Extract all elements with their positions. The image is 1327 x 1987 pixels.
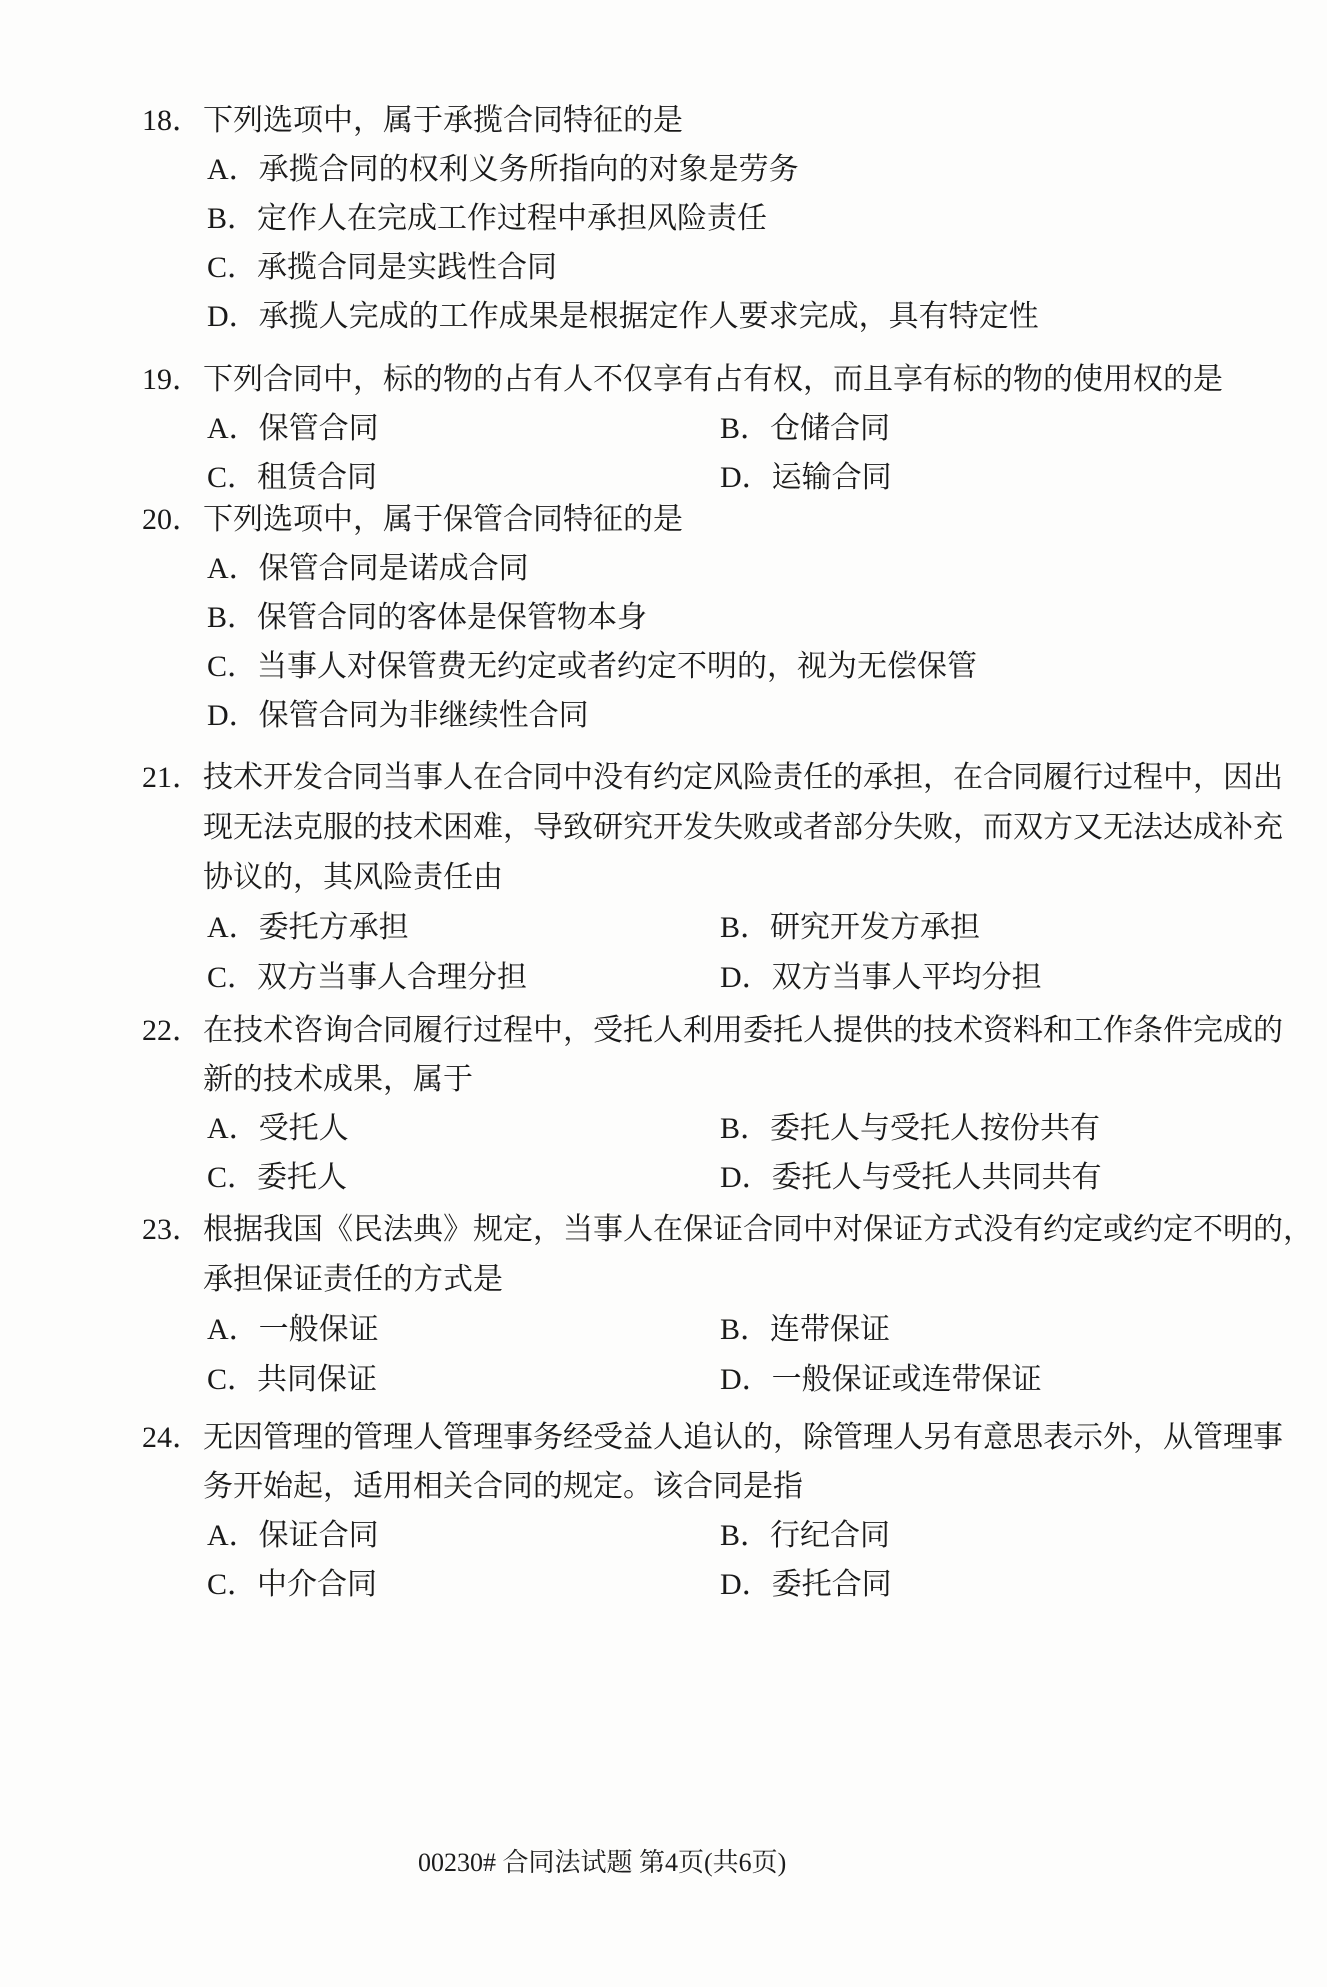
option-c bbox=[207, 1568, 377, 1601]
option-a bbox=[207, 145, 1327, 194]
option-text: 承揽合同的权利义务所指向的对象是劳务 bbox=[258, 153, 799, 186]
option-label: C． bbox=[207, 961, 258, 994]
question-stem bbox=[0, 1006, 1327, 1055]
option-row bbox=[0, 404, 1327, 453]
stem-text: 承担保证责任的方式是 bbox=[203, 1263, 503, 1296]
option-row bbox=[0, 1560, 1327, 1609]
option-text: 受托人 bbox=[258, 1112, 349, 1145]
question-23 bbox=[0, 1205, 1327, 1405]
question-21 bbox=[0, 753, 1327, 1003]
option-b bbox=[207, 593, 1327, 642]
option-text: 委托人与受托人按份共有 bbox=[770, 1112, 1101, 1145]
stem-text: 下列合同中，标的物的占有人不仅享有占有权，而且享有标的物的使用权的是 bbox=[203, 363, 1223, 396]
option-label: C． bbox=[207, 1161, 258, 1194]
question-18 bbox=[0, 96, 1327, 341]
option-c bbox=[207, 961, 527, 994]
option-text: 共同保证 bbox=[257, 1363, 378, 1396]
option-row bbox=[0, 1511, 1327, 1560]
option-text: 保管合同是诺成合同 bbox=[258, 552, 529, 585]
option-text: 保证合同 bbox=[258, 1519, 379, 1552]
option-c bbox=[207, 642, 1327, 691]
option-row bbox=[0, 1355, 1327, 1405]
question-number: 22． bbox=[142, 1014, 202, 1047]
option-b bbox=[720, 903, 980, 953]
option-text: 委托方承担 bbox=[258, 911, 409, 944]
question-20 bbox=[0, 495, 1327, 740]
option-label: B． bbox=[207, 601, 258, 634]
option-label: D． bbox=[207, 699, 259, 732]
question-number: 18． bbox=[142, 104, 202, 137]
option-a bbox=[207, 412, 379, 445]
question-24 bbox=[0, 1413, 1327, 1609]
question-number: 19． bbox=[142, 363, 202, 396]
option-c bbox=[207, 1161, 347, 1194]
stem-text: 在技术咨询合同履行过程中，受托人利用委托人提供的技术资料和工作条件完成的 bbox=[203, 1014, 1283, 1047]
option-text: 行纪合同 bbox=[770, 1519, 891, 1552]
option-label: A． bbox=[207, 412, 259, 445]
option-text: 双方当事人平均分担 bbox=[771, 961, 1042, 994]
option-label: D． bbox=[720, 1568, 772, 1601]
option-text: 运输合同 bbox=[771, 461, 892, 494]
option-d bbox=[720, 1355, 1042, 1405]
question-stem bbox=[0, 753, 1327, 803]
option-text: 一般保证或连带保证 bbox=[771, 1363, 1042, 1396]
option-label: A． bbox=[207, 153, 259, 186]
option-text: 研究开发方承担 bbox=[770, 911, 981, 944]
option-c bbox=[207, 1363, 377, 1396]
question-stem bbox=[0, 1205, 1327, 1255]
option-label: A． bbox=[207, 1313, 259, 1346]
option-label: D． bbox=[720, 1363, 772, 1396]
question-number: 24． bbox=[142, 1421, 202, 1454]
option-b bbox=[720, 1511, 890, 1560]
option-label: D． bbox=[720, 961, 772, 994]
option-text: 仓储合同 bbox=[770, 412, 891, 445]
option-d bbox=[720, 1560, 892, 1609]
option-text: 委托合同 bbox=[771, 1568, 892, 1601]
stem-text: 根据我国《民法典》规定，当事人在保证合同中对保证方式没有约定或约定不明的， bbox=[203, 1213, 1313, 1246]
option-label: A． bbox=[207, 1519, 259, 1552]
stem-text: 现无法克服的技术困难，导致研究开发失败或者部分失败，而双方又无法达成补充 bbox=[203, 811, 1283, 844]
option-d bbox=[720, 1153, 1102, 1202]
option-a bbox=[207, 544, 1327, 593]
option-text: 当事人对保管费无约定或者约定不明的，视为无偿保管 bbox=[257, 650, 978, 683]
option-label: D． bbox=[720, 461, 772, 494]
question-22 bbox=[0, 1006, 1327, 1202]
option-b bbox=[720, 404, 890, 453]
option-label: B． bbox=[720, 1112, 771, 1145]
option-d bbox=[720, 953, 1042, 1003]
option-row bbox=[0, 903, 1327, 953]
option-a bbox=[207, 1313, 379, 1346]
option-label: D． bbox=[207, 300, 259, 333]
option-c bbox=[207, 461, 377, 494]
option-label: B． bbox=[720, 1313, 771, 1346]
option-b bbox=[720, 1305, 890, 1355]
stem-text: 协议的，其风险责任由 bbox=[203, 861, 503, 894]
question-stem bbox=[0, 96, 1327, 145]
option-text: 保管合同为非继续性合同 bbox=[258, 699, 589, 732]
question-number: 23． bbox=[142, 1213, 202, 1246]
stem-text: 新的技术成果，属于 bbox=[203, 1063, 473, 1096]
question-stem bbox=[0, 1413, 1327, 1462]
stem-text: 务开始起，适用相关合同的规定。该合同是指 bbox=[203, 1470, 803, 1503]
option-label: B． bbox=[207, 202, 258, 235]
option-b bbox=[207, 194, 1327, 243]
option-label: C． bbox=[207, 461, 258, 494]
option-b bbox=[720, 1104, 1100, 1153]
option-a bbox=[207, 1112, 349, 1145]
option-label: A． bbox=[207, 911, 259, 944]
option-text: 委托人与受托人共同共有 bbox=[771, 1161, 1102, 1194]
option-label: C． bbox=[207, 1363, 258, 1396]
option-row bbox=[0, 1104, 1327, 1153]
option-label: A． bbox=[207, 1112, 259, 1145]
option-label: C． bbox=[207, 251, 258, 284]
option-text: 保管合同 bbox=[258, 412, 379, 445]
option-a bbox=[207, 1519, 379, 1552]
option-label: C． bbox=[207, 650, 258, 683]
option-label: D． bbox=[720, 1161, 772, 1194]
stem-text: 下列选项中，属于承揽合同特征的是 bbox=[203, 104, 683, 137]
option-text: 双方当事人合理分担 bbox=[257, 961, 528, 994]
stem-text: 下列选项中，属于保管合同特征的是 bbox=[203, 503, 683, 536]
option-text: 承揽合同是实践性合同 bbox=[257, 251, 558, 284]
option-d bbox=[207, 691, 1327, 740]
stem-text: 无因管理的管理人管理事务经受益人追认的，除管理人另有意思表示外，从管理事 bbox=[203, 1421, 1283, 1454]
option-text: 连带保证 bbox=[770, 1313, 891, 1346]
option-d bbox=[207, 292, 1327, 341]
option-c bbox=[207, 243, 1327, 292]
option-row bbox=[0, 1305, 1327, 1355]
option-text: 保管合同的客体是保管物本身 bbox=[257, 601, 648, 634]
option-label: A． bbox=[207, 552, 259, 585]
page-footer: 00230# 合同法试题 第4页(共6页) bbox=[418, 1848, 787, 1877]
option-a bbox=[207, 911, 409, 944]
question-stem bbox=[0, 495, 1327, 544]
question-number: 21． bbox=[142, 761, 202, 794]
question-19 bbox=[0, 355, 1327, 502]
option-row bbox=[0, 1153, 1327, 1202]
option-text: 租赁合同 bbox=[257, 461, 378, 494]
option-label: B． bbox=[720, 412, 771, 445]
stem-text: 技术开发合同当事人在合同中没有约定风险责任的承担，在合同履行过程中，因出 bbox=[203, 761, 1283, 794]
option-row bbox=[0, 953, 1327, 1003]
option-text: 一般保证 bbox=[258, 1313, 379, 1346]
option-text: 定作人在完成工作过程中承担风险责任 bbox=[257, 202, 768, 235]
option-text: 委托人 bbox=[257, 1161, 348, 1194]
option-text: 中介合同 bbox=[257, 1568, 378, 1601]
option-text: 承揽人完成的工作成果是根据定作人要求完成，具有特定性 bbox=[258, 300, 1039, 333]
option-label: B． bbox=[720, 1519, 771, 1552]
option-label: C． bbox=[207, 1568, 258, 1601]
question-number: 20． bbox=[142, 503, 202, 536]
option-label: B． bbox=[720, 911, 771, 944]
question-stem bbox=[0, 355, 1327, 404]
